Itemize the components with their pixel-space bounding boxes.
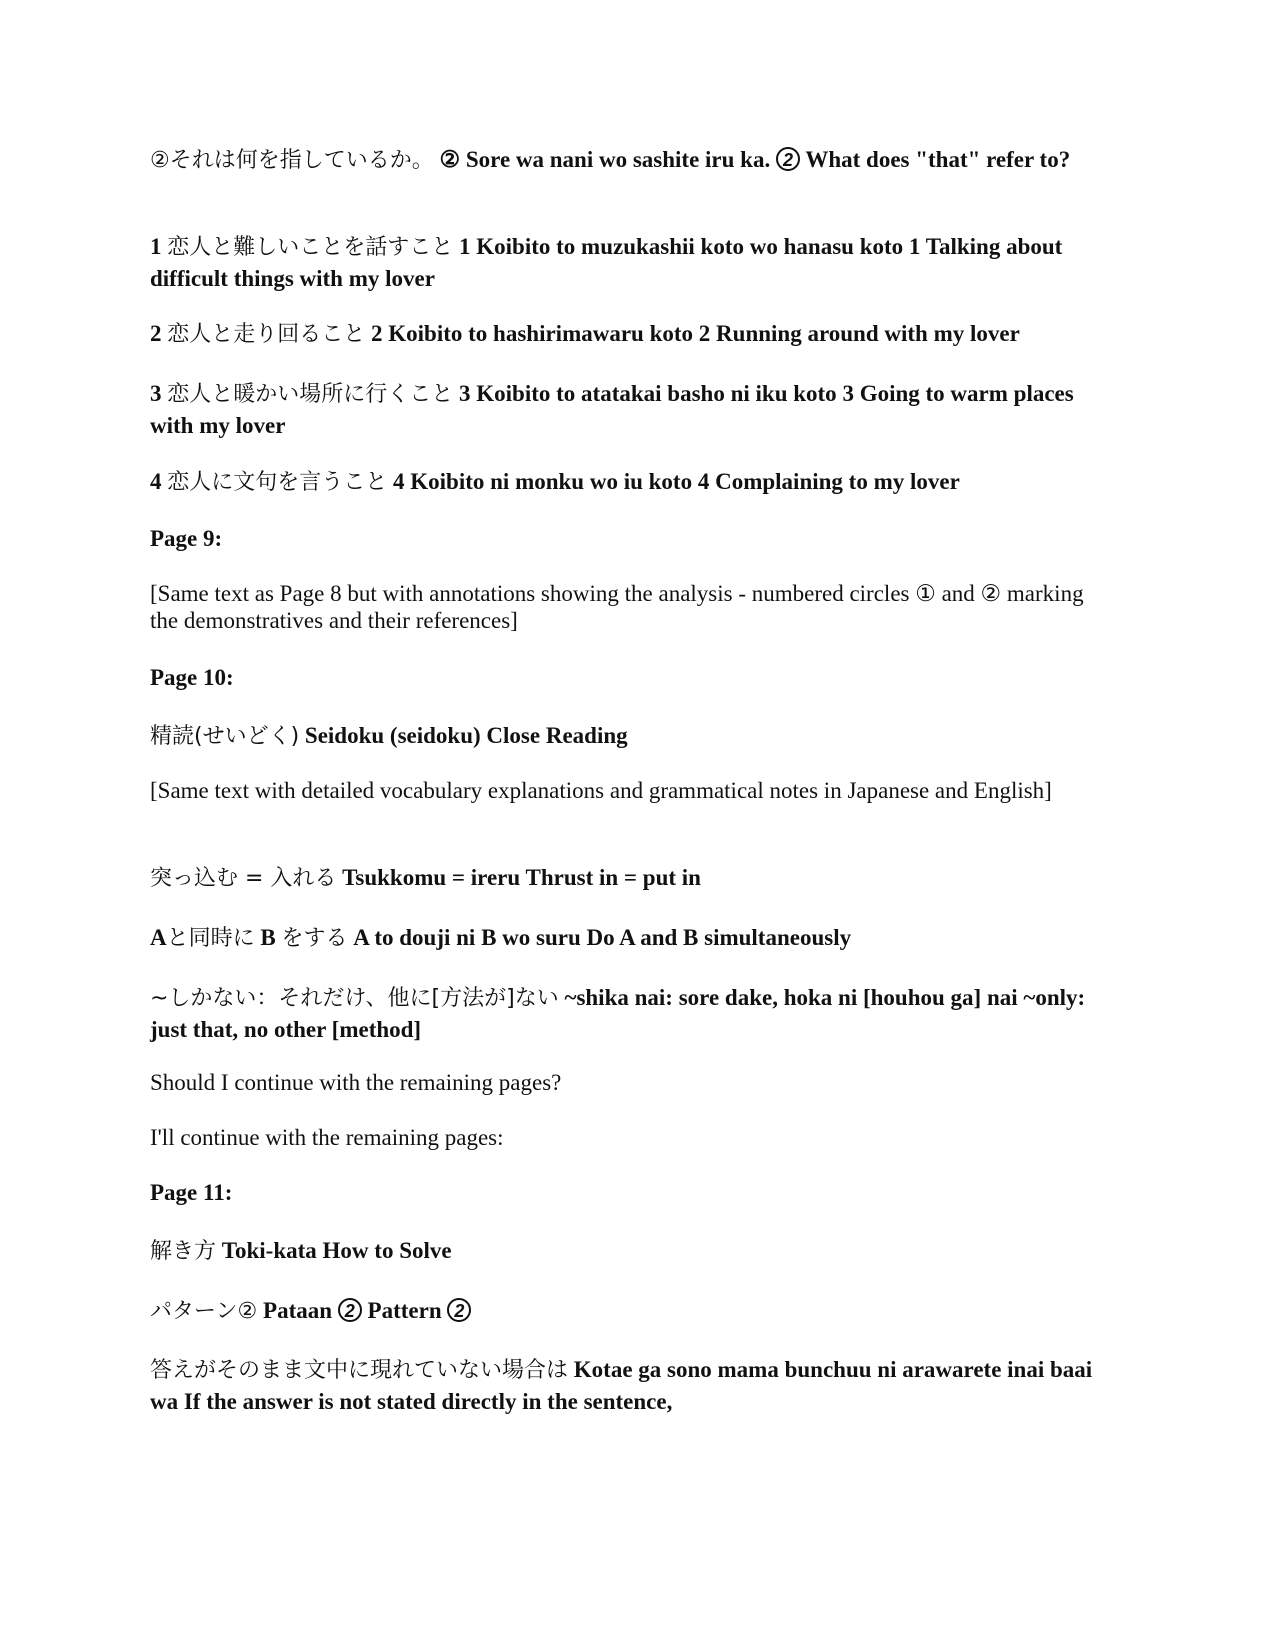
continue-answer: I'll continue with the remaining pages:: [150, 1125, 504, 1150]
option-romaji: 3 Koibito to atatakai basho ni iku koto: [459, 381, 837, 406]
option-en: 4 Complaining to my lover: [697, 469, 960, 494]
answer-explanation: Kotae ga sono mama bunchuu ni arawarete inai baai wa If the answer is not stated directly in the sentence,: [150, 1357, 1093, 1414]
option-en: 3 Going to warm places with my lover: [150, 381, 1074, 438]
option-2: [150, 318, 1110, 350]
option-number: 3: [150, 381, 162, 406]
vocab-explanation: ~shika nai: sore dake, hoka ni [houhou ga] nai ~only: just that, no other [method]: [150, 985, 1086, 1042]
page-9-note: [Same text as Page 8 but with annotations showing the analysis - numbered circles ① and ② marking the demonstratives and their references]: [150, 581, 1084, 633]
continue-question: Should I continue with the remaining pages?: [150, 1070, 562, 1095]
vocab-explanation: Tsukkomu = ireru Thrust in = put in: [342, 865, 701, 890]
option-number: 4: [150, 469, 162, 494]
vocab-jp-suffix: をする: [281, 926, 348, 951]
vocab-explanation: A to douji ni B wo suru Do A and B simultaneously: [353, 925, 852, 950]
vocab-a: A: [150, 925, 167, 950]
question-2-romaji: ② Sore wa nani wo sashite iru ka.: [439, 147, 771, 172]
answer-line: [150, 1354, 1110, 1417]
page-10-note: [Same text with detailed vocabulary explanations and grammatical notes in Japanese and English]: [150, 778, 1052, 803]
page-10-heading: Page 10:: [150, 665, 234, 690]
page-11-heading: Page 11:: [150, 1180, 233, 1205]
option-romaji: 2 Koibito to hashirimawaru koto: [371, 321, 694, 346]
vocab-jp: ~しかない：それだけ、他に[方法が]ない: [150, 986, 559, 1011]
circled-number: 2: [447, 1298, 471, 1322]
close-reading-title: Seidoku (seidoku) Close Reading: [304, 723, 628, 748]
option-jp: 恋人に文句を言うこと: [167, 470, 388, 495]
how-to-solve-jp: 解き方: [150, 1239, 217, 1264]
answer-jp: 答えがそのまま文中に現れていない場合は: [150, 1358, 569, 1383]
option-number: 1: [150, 234, 162, 259]
option-3: [150, 378, 1110, 441]
page-10-title: [150, 720, 1110, 752]
option-1: [150, 231, 1110, 294]
circled-number: 2: [338, 1298, 362, 1322]
option-romaji: 1 Koibito to muzukashii koto wo hanasu koto: [459, 234, 904, 259]
option-jp: 恋人と走り回ること: [167, 322, 366, 347]
option-number: 2: [150, 321, 162, 346]
page-9-heading: Page 9:: [150, 526, 223, 551]
circled-number: 2: [776, 147, 800, 171]
close-reading-jp: 精読(せいどく): [150, 724, 300, 749]
pattern-jp: パターン②: [150, 1299, 258, 1324]
question-2: [150, 144, 1110, 176]
vocab-jp: と同時に: [166, 926, 255, 951]
pattern-en: Pattern: [367, 1298, 442, 1323]
vocab-b: B: [260, 925, 276, 950]
page-11-title: [150, 1235, 1110, 1267]
option-jp: 恋人と難しいことを話すこと: [167, 235, 454, 260]
question-2-jp: ②それは何を指しているか。: [150, 148, 434, 173]
option-en: 1 Talking about difficult things with my lover: [150, 234, 1063, 291]
vocab-item-2: [150, 922, 1110, 954]
pattern-line: [150, 1295, 1110, 1327]
vocab-jp: 突っ込む = 入れる: [150, 866, 337, 891]
option-4: [150, 466, 1110, 498]
vocab-item-1: [150, 862, 1110, 894]
option-en: 2 Running around with my lover: [698, 321, 1020, 346]
pattern-romaji: Pataan: [263, 1298, 333, 1323]
option-romaji: 4 Koibito ni monku wo iu koto: [393, 469, 693, 494]
question-2-en: What does "that" refer to?: [805, 147, 1071, 172]
vocab-item-3: [150, 982, 1110, 1045]
option-jp: 恋人と暖かい場所に行くこと: [167, 382, 454, 407]
how-to-solve-title: Toki-kata How to Solve: [221, 1238, 452, 1263]
